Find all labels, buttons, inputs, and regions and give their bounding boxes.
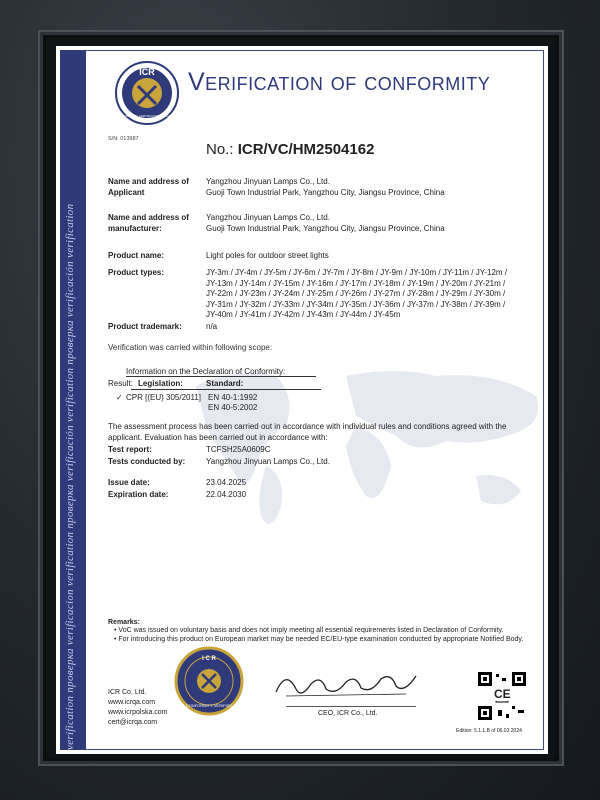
manufacturer-name: Yangzhou Jinyuan Lamps Co., Ltd. — [206, 213, 330, 222]
edition-text: Edition: 5.1.1.B of 06.03.2024 — [456, 728, 522, 734]
conformity-seal-icon — [174, 646, 244, 716]
seal-top-text: I C R — [202, 656, 216, 662]
tests-conducted-value: Yangzhou Jinyuan Lamps Co., Ltd. — [206, 457, 330, 466]
certificate-paper — [56, 46, 548, 754]
product-name-label: Product name: — [108, 251, 165, 260]
side-stripe — [60, 50, 86, 750]
cert-no-label: No.: — [206, 141, 234, 158]
remark-item: • For introducing this product on European market may be needed EC/EU-type examination conducted by appropriate Notified Body. — [114, 636, 524, 643]
product-types-value: JY-3m / JY-4m / JY-5m / JY-6m / JY-7m / JY-8m / JY-9m / JY-10m / JY-11m / JY-12m / JY-13m / JY-14m / JY-15m / JY-16m / JY-17m / JY-18m / JY-19m / JY-20m / JY-21m / JY-22m / JY-23m / JY-24m / JY-25m / JY-26m / JY-27m / JY-28m / JY-29m / JY-30m / JY-31m / JY-32m / JY-33m / JY-34m / JY-35m / JY-36m / JY-37m / JY-38m / JY-39m / JY-40m / JY-41m / JY-42m / JY-43m / JY-44m / JY-45m — [206, 268, 507, 319]
contact-web-1: www.icrqa.com — [108, 699, 156, 706]
manufacturer-value — [206, 213, 546, 234]
legislation-rule — [131, 389, 321, 390]
signature-line — [286, 706, 416, 707]
result-label: Result: — [108, 379, 133, 388]
remarks-label: Remarks: — [108, 619, 140, 626]
manufacturer-label: Name and address of manufacturer: — [108, 213, 189, 233]
check-icon: ✓ — [116, 393, 123, 402]
issue-date-value: 23.04.2025 — [206, 478, 247, 487]
declaration-heading: Information on the Declaration of Conformity: — [126, 367, 286, 376]
contact-email: cert@icrqa.com — [108, 719, 158, 726]
assessment-text: The assessment process has been carried out in accordance with individual rules and conditions agreed with the applicant. Evaluation has been carried out in accordance with: — [108, 422, 507, 442]
ce-mark-icon: CE — [494, 687, 511, 701]
page-title: Verification of conformity — [188, 68, 491, 96]
applicant-name: Yangzhou Jinyuan Lamps Co., Ltd. — [206, 177, 330, 186]
product-name-value: Light poles for outdoor street lights — [206, 251, 329, 260]
contact-company: ICR Co. Ltd. — [108, 689, 147, 696]
product-types-label: Product types: — [108, 268, 165, 277]
certificate-number — [206, 141, 374, 158]
issue-date-label: Issue date: — [108, 478, 150, 487]
contact-web-2: www.icrpolska.com — [108, 709, 168, 716]
legislation-value: CPR [(EU) 305/2011] — [126, 393, 201, 402]
signature-caption: CEO, ICR Co., Ltd. — [318, 710, 378, 717]
legislation-label: Legislation: — [138, 379, 183, 388]
applicant-label: Name and address of Applicant — [108, 177, 189, 197]
trademark-label: Product trademark: — [108, 322, 182, 331]
icr-logo-icon — [114, 60, 180, 126]
test-report-value: TCFSH25A0609C — [206, 445, 271, 454]
scope-text: Verification was carried within following scope: — [108, 343, 273, 352]
seal-bottom-text: CONFORMITY VERIFIED — [185, 703, 233, 708]
logo-brand-text: ICR — [139, 67, 155, 77]
signature-icon — [266, 664, 426, 704]
applicant-address: Guoji Town Industrial Park, Yangzhou City, Jiangsu Province, China — [206, 187, 445, 197]
side-stripe-text: verification проверка verificacion verification проверка verificación verification проверка verificación verification — [64, 203, 76, 750]
declaration-rule — [126, 376, 316, 377]
logo-subtext: INTERNATIONAL CERTIFICATION REGISTRAR — [114, 114, 180, 118]
cert-no-value: ICR/VC/HM2504162 — [237, 141, 375, 158]
applicant-value — [206, 177, 546, 198]
tests-conducted-label: Tests conducted by: — [108, 457, 186, 466]
trademark-value: n/a — [206, 322, 218, 331]
expiration-date-value: 22.04.2030 — [206, 490, 247, 499]
test-report-label: Test report: — [108, 445, 152, 454]
manufacturer-address: Guoji Town Industrial Park, Yangzhou City, Jiangsu Province, China — [206, 223, 445, 233]
serial-number: S/N: 013987 — [108, 136, 139, 142]
standard-value-2: EN 40-5:2002 — [208, 403, 258, 412]
standard-value-1: EN 40-1:1992 — [208, 393, 258, 402]
remark-item: • VoC was issued on voluntary basis and does not imply meeting all essential requirements listed in Declaration of Conformity. — [114, 627, 504, 634]
standard-label: Standard: — [206, 379, 244, 388]
expiration-date-label: Expiration date: — [108, 490, 169, 499]
contact-block — [108, 688, 168, 728]
